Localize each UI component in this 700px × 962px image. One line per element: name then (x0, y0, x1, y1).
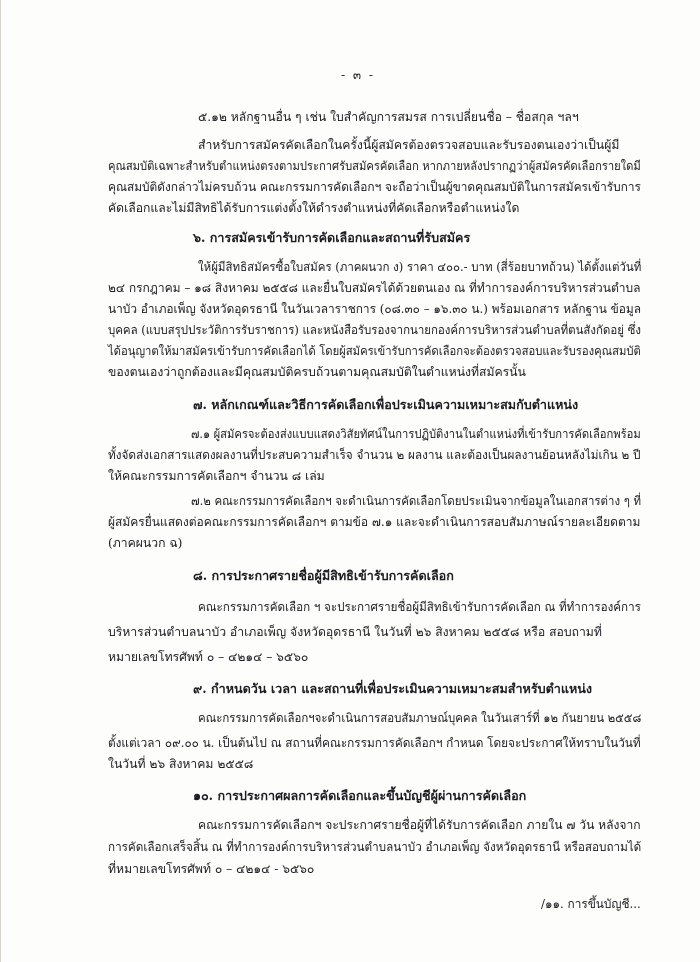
section-9-line: คณะกรรมการคัดเลือกฯจะดำเนินการสอบสัมภาษณ์บุคคล ในวันเสาร์ที่ ๑๒ กันยายน ๒๕๕๘ (198, 711, 642, 725)
section-9-line: ในวันที่ ๒๖ สิงหาคม ๒๕๕๘ (108, 757, 254, 771)
section-6-line: ได้อนุญาตให้มาสมัครเข้ารับการคัดเลือกได้ โดยผู้สมัครเข้ารับการคัดเลือกจะต้องตรวจสอบและรับรองคุณสมบัติ (108, 344, 641, 358)
section-6-line: นาบัว อำเภอเพ็ญ จังหวัดอุดรธานี ในวันเวลาราชการ (๐๘.๓๐ – ๑๖.๓๐ น.) พร้อมเอกสาร หลักฐาน ข้อมูล (108, 302, 641, 316)
section-10-heading: ๑๐. การประกาศผลการคัดเลือกและขึ้นบัญชีผู้ผ่านการคัดเลือก (193, 788, 527, 803)
section-7-1-line: ๗.๑ ผู้สมัครจะต้องส่งแบบแสดงวิสัยทัศน์ในการปฏิบัติงานในตำแหน่งที่เข้ารับการคัดเลือกพร้อม (191, 427, 641, 441)
intro-line: คุณสมบัติเฉพาะสำหรับตำแหน่งตรงตามประกาศรับสมัครคัดเลือก หากภายหลังปรากฏว่าผู้สมัครคัดเลือกรายใดมี (108, 159, 641, 173)
intro-line: คุณสมบัติดังกล่าวไม่ครบถ้วน คณะกรรมการคัดเลือกฯ จะถือว่าเป็นผู้ขาดคุณสมบัติในการสมัครเข้ารับการ (108, 180, 641, 194)
section-6-line: ให้ผู้มีสิทธิสมัครซื้อใบสมัคร (ภาคผนวก ง) ราคา ๔๐๐.- บาท (สี่ร้อยบาทถ้วน) ได้ตั้งแต่วันที่ (198, 260, 642, 274)
continuation-note: /๑๑. การขึ้นบัญชี... (541, 897, 641, 911)
section-6-line: ๒๔ กรกฎาคม – ๑๘ สิงหาคม ๒๕๕๘ และยื่นใบสมัครได้ด้วยตนเอง ณ ที่ทำการองค์การบริหารส่วนตำบล (108, 281, 641, 295)
section-10-line: การคัดเลือกเสร็จสิ้น ณ ที่ทำการองค์การบริหารส่วนตำบลนาบัว อำเภอเพ็ญ จังหวัดอุดรธานี หรือสอบถามได้ (108, 840, 642, 854)
intro-line: คัดเลือกและไม่มีสิทธิได้รับการแต่งตั้งให้ดำรงตำแหน่งที่คัดเลือกหรือตำแหน่งใด (108, 201, 520, 215)
section-6-line: ของตนเองว่าถูกต้องและมีคุณสมบัติครบถ้วนตามคุณสมบัติในตำแหน่งที่สมัครนั้น (108, 365, 526, 379)
section-9-heading: ๙. กำหนดวัน เวลา และสถานที่เพื่อประเมินความเหมาะสมสำหรับตำแหน่ง (193, 681, 593, 696)
intro-line: สำหรับการสมัครคัดเลือกในครั้งนี้ผู้สมัครต้องตรวจสอบและรับรองตนเองว่าเป็นผู้มี (198, 138, 620, 152)
section-7-2-line: ผู้สมัครยื่นแสดงต่อคณะกรรมการคัดเลือกฯ ตามข้อ ๗.๑ และจะดำเนินการสอบสัมภาษณ์รายละเอียดตาม (108, 515, 641, 529)
section-7-2-line: ๗.๒ คณะกรรมการคัดเลือกฯ จะดำเนินการคัดเลือกโดยประเมินจากข้อมูลในเอกสารต่าง ๆ ที่ (191, 494, 642, 508)
section-8-heading: ๘. การประกาศรายชื่อผู้มีสิทธิเข้ารับการคัดเลือก (193, 568, 454, 583)
page-number: - ๓ - (341, 68, 375, 82)
section-9-line: ตั้งแต่เวลา ๐๙.๐๐ น. เป็นต้นไป ณ สถานที่คณะกรรมการคัดเลือกฯ กำหนด โดยจะประกาศให้ทราบในวันที่ (108, 736, 641, 750)
section-7-2-line: (ภาคผนวก ฉ) (108, 536, 183, 550)
section-7-heading: ๗. หลักเกณฑ์และวิธีการคัดเลือกเพื่อประเมินความเหมาะสมกับตำแหน่ง (193, 397, 579, 412)
section-6-line: บุคคล (แบบสรุปประวัติการรับราชการ) และหนังสือรับรองจากนายกองค์การบริหารส่วนตำบลที่ตนสังกัดอยู่ ซึ่ง (108, 323, 641, 337)
section-8-line: บริหารส่วนตำบลนาบัว อำเภอเพ็ญ จังหวัดอุดรธานี ในวันที่ ๒๖ สิงหาคม ๒๕๕๘ หรือ สอบถามที่ (108, 625, 602, 639)
section-6-heading: ๖. การสมัครเข้ารับการคัดเลือกและสถานที่รับสมัคร (193, 230, 471, 245)
section-10-line: คณะกรรมการคัดเลือกฯ จะประกาศรายชื่อผู้ที่ได้รับการคัดเลือก ภายใน ๗ วัน หลังจาก (198, 818, 641, 832)
section-8-line: หมายเลขโทรศัพท์ ๐ – ๔๒๑๔ – ๖๕๖๐ (108, 650, 309, 664)
section-7-1-line: ให้คณะกรรมการคัดเลือกฯ จำนวน ๘ เล่ม (108, 469, 325, 483)
item-5-12: ๕.๑๒ หลักฐานอื่น ๆ เช่น ใบสำคัญการสมรส การเปลี่ยนชื่อ – ชื่อสกุล ฯลฯ (198, 110, 579, 124)
section-10-line: ที่หมายเลขโทรศัพท์ ๐ – ๔๒๑๔ - ๖๕๖๐ (108, 862, 315, 876)
section-8-line: คณะกรรมการคัดเลือก ฯ จะประกาศรายชื่อผู้มีสิทธิเข้ารับการคัดเลือก ณ ที่ทำการองค์การ (198, 600, 641, 614)
section-7-1-line: ทั้งจัดส่งเอกสารแสดงผลงานที่ประสบความสำเร็จ จำนวน ๒ ผลงาน และต้องเป็นผลงานย้อนหลังไม่เกิน ๒ ปี (108, 448, 641, 462)
